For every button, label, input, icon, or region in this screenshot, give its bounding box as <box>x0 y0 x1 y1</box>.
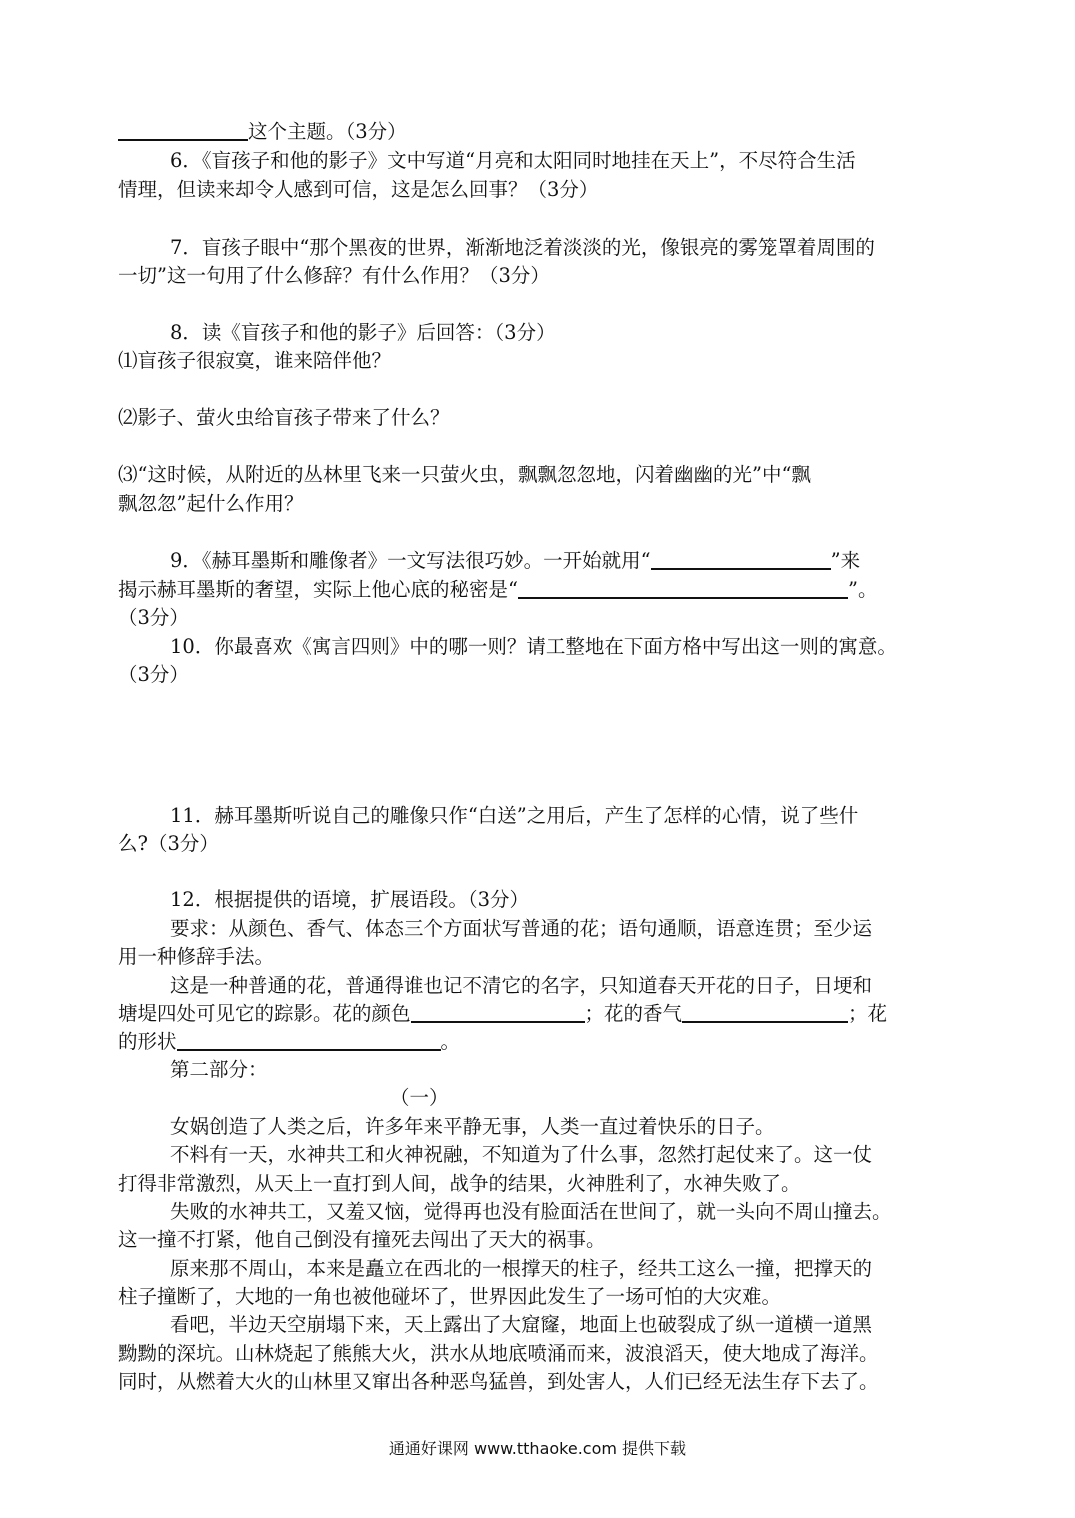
passage-p5-line3: 同时，从燃着大火的山林里又窜出各种恶鸟猛兽，到处害人，人们已经无法生存下去了。 <box>118 1370 879 1393</box>
q12-title: 12．根据提供的语境，扩展语段。（3分） <box>170 888 529 911</box>
q12-ctx3: 的形状 。 <box>118 1030 461 1053</box>
part2-label: 第二部分： <box>170 1058 268 1081</box>
q12-req2: 用一种修辞手法。 <box>118 945 275 968</box>
q5-tail-text: 这个主题。（3分） <box>248 120 407 143</box>
passage-p4-line2: 柱子撞断了，大地的一角也被他碰坏了，世界因此发生了一场可怕的大灾难。 <box>118 1285 782 1308</box>
q10-line2: （3分） <box>118 663 189 686</box>
q7-line1: 7．盲孩子眼中“那个黑夜的世界，渐渐地泛着淡淡的光，像银亮的雾笼罩着周围的 <box>170 236 875 259</box>
q10-line1: 10．你最喜欢《寓言四则》中的哪一则？请工整地在下面方格中写出这一则的寓意。 <box>170 635 897 658</box>
passage-p3-line1: 失败的水神共工，又羞又恼，觉得再也没有脸面活在世间了，就一头向不周山撞去。 <box>170 1200 892 1223</box>
q9-line1: 9．《赫耳墨斯和雕像者》一文写法很巧妙。一开始就用“ ”来 <box>170 549 861 572</box>
answer-blank[interactable] <box>118 119 248 141</box>
answer-blank[interactable] <box>411 1001 585 1023</box>
q6-line1: 6．《盲孩子和他的影子》文中写道“月亮和太阳同时地挂在天上”，不尽符合生活 <box>170 149 856 172</box>
passage-p5-line2: 黝黝的深坑。山林烧起了熊熊大火，洪水从地底喷涌而来，波浪滔天，使大地成了海洋。 <box>118 1342 879 1365</box>
passage-p4-line1: 原来那不周山，本来是矗立在西北的一根撑天的柱子，经共工这么一撞，把撑天的 <box>170 1257 873 1280</box>
q7-line2: 一切”这一句用了什么修辞？有什么作用？（3分） <box>118 264 550 287</box>
q12-ctx2: 塘堤四处可见它的踪影。花的颜色 ；花的香气 ；花 <box>118 1002 888 1025</box>
q8-title: 8．读《盲孩子和他的影子》后回答：（3分） <box>170 321 556 344</box>
passage-p5-line1: 看吧，半边天空崩塌下来，天上露出了大窟窿，地面上也破裂成了纵一道横一道黑 <box>170 1313 873 1336</box>
answer-blank[interactable] <box>177 1029 441 1051</box>
q6-line2: 情理，但读来却令人感到可信，这是怎么回事？（3分） <box>118 178 599 201</box>
q9-line3: （3分） <box>118 606 189 629</box>
section-heading: （一） <box>390 1086 449 1109</box>
answer-blank[interactable] <box>651 548 831 570</box>
answer-blank[interactable] <box>682 1001 848 1023</box>
q8-sub1: ⑴盲孩子很寂寞，谁来陪伴他？ <box>118 349 392 372</box>
passage-p1: 女娲创造了人类之后，许多年来平静无事，人类一直过着快乐的日子。 <box>170 1115 775 1138</box>
passage-p3-line2: 这一撞不打紧，他自己倒没有撞死去闯出了天大的祸事。 <box>118 1228 606 1251</box>
q12-req1: 要求：从颜色、香气、体态三个方面状写普通的花；语句通顺，语意连贯；至少运 <box>170 917 873 940</box>
answer-blank[interactable] <box>518 577 848 599</box>
q9-line2: 揭示赫耳墨斯的奢望，实际上他心底的秘密是“ ”。 <box>118 578 878 601</box>
page-footer: 通通好课网 www.tthaoke.com 提供下载 <box>388 1439 687 1458</box>
q8-sub3-line1: ⑶“这时候，从附近的丛林里飞来一只萤火虫，飘飘忽忽地，闪着幽幽的光”中“飘 <box>118 463 811 486</box>
q8-sub2: ⑵影子、萤火虫给盲孩子带来了什么？ <box>118 406 450 429</box>
passage-p2-line2: 打得非常激烈，从天上一直打到人间，战争的结果，火神胜利了，水神失败了。 <box>118 1172 801 1195</box>
q8-sub3-line2: 飘忽忽”起什么作用？ <box>118 492 304 515</box>
q5-tail <box>118 118 958 146</box>
q12-ctx1: 这是一种普通的花，普通得谁也记不清它的名字，只知道春天开花的日子，日埂和 <box>170 974 873 997</box>
passage-p2-line1: 不料有一天，水神共工和火神祝融，不知道为了什么事，忽然打起仗来了。这一仗 <box>170 1143 873 1166</box>
q11-line2: 么?（3分） <box>118 832 219 855</box>
q11-line1: 11．赫耳墨斯听说自己的雕像只作“白送”之用后，产生了怎样的心情，说了些什 <box>170 804 859 827</box>
